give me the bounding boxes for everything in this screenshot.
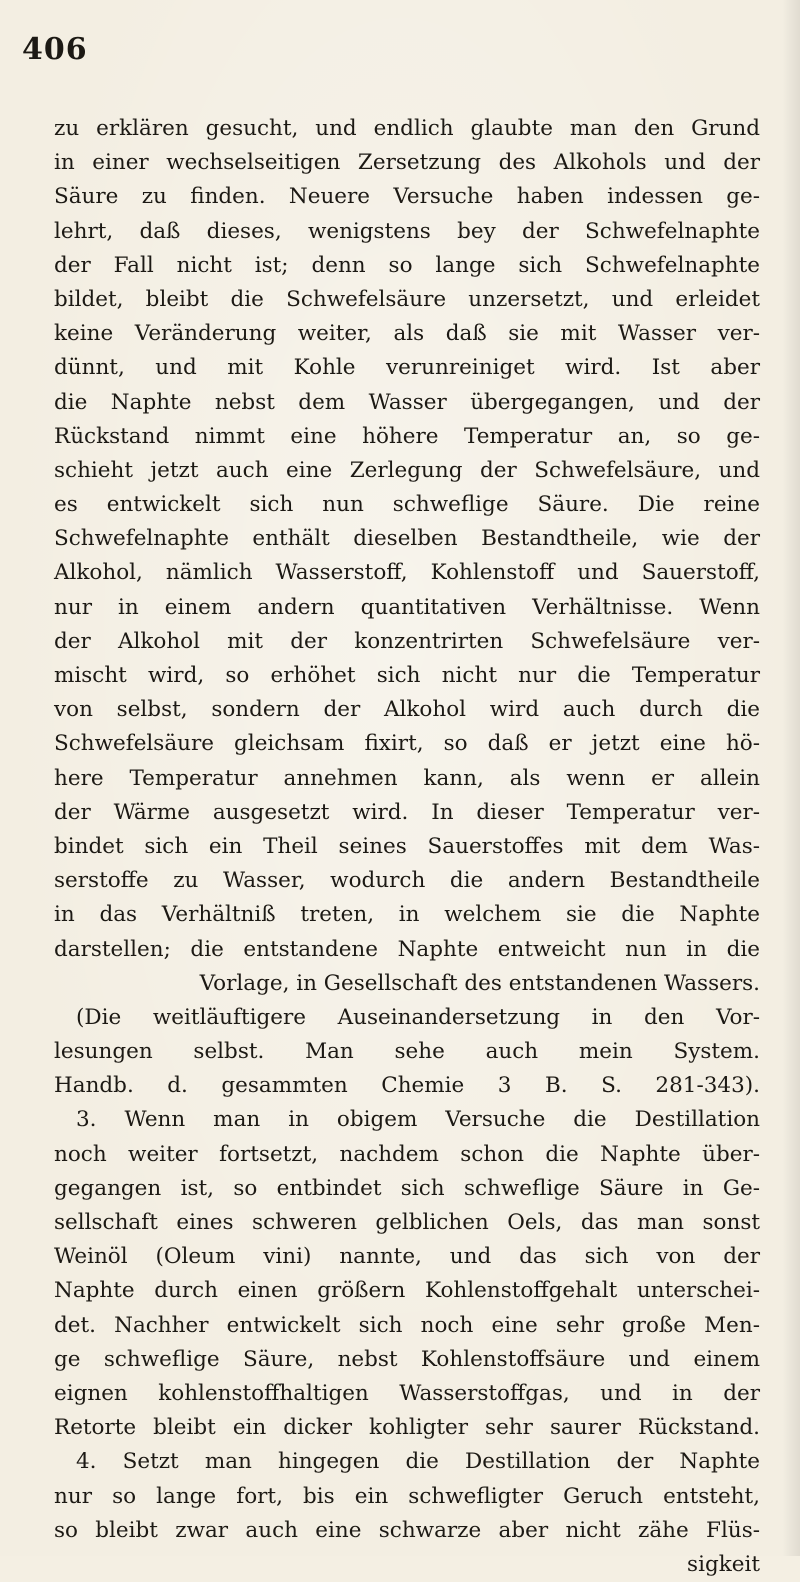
page-number: 406	[22, 32, 88, 67]
text-line: noch weiter fortsetzt, nachdem schon die Naphte über-	[54, 1141, 760, 1167]
text-line: schieht jetzt auch eine Zerlegung der Schwefelsäure, und	[54, 457, 760, 483]
text-line: 4. Setzt man hingegen die Destillation der Naphte	[76, 1449, 760, 1475]
body-text	[54, 112, 760, 1582]
text-line: in einer wechselseitigen Zersetzung des Alkohols und der	[54, 150, 760, 176]
text-line: Schwefelnaphte enthält dieselben Bestandtheile, wie der	[54, 526, 760, 552]
text-line: Rückstand nimmt eine höhere Temperatur an, so ge-	[54, 423, 760, 449]
text-line: mischt wird, so erhöhet sich nicht nur die Temperatur	[54, 663, 760, 688]
text-line: here Temperatur annehmen kann, als wenn er allein	[54, 765, 760, 791]
text-line: (Die weitläuftigere Auseinandersetzung in den Vor-	[76, 1004, 760, 1030]
text-line: Schwefelsäure gleichsam fixirt, so daß er jetzt eine hö-	[54, 731, 760, 757]
text-line: der Fall nicht ist; denn so lange sich Schwefelnaphte	[54, 252, 760, 278]
text-line: so bleibt zwar auch eine schwarze aber nicht zähe Flüs-	[54, 1517, 760, 1543]
text-line: Säure zu finden. Neuere Versuche haben indessen ge-	[54, 184, 760, 210]
text-line: nur so lange fort, bis ein schwefligter Geruch entsteht,	[54, 1483, 760, 1509]
text-line: Alkohol, nämlich Wasserstoff, Kohlenstoff und Sauerstoff,	[54, 560, 760, 586]
text-line: serstoffe zu Wasser, wodurch die andern Bestandtheile	[54, 868, 760, 894]
text-line: sellschaft eines schweren gelblichen Oels, das man sonst	[54, 1210, 760, 1235]
text-line: lesungen selbst. Man sehe auch mein System.	[54, 1039, 760, 1065]
text-line: zu erklären gesucht, und endlich glaubte man den Grund	[54, 116, 760, 141]
text-line: die Naphte nebst dem Wasser übergegangen, und der	[54, 389, 760, 415]
text-line: von selbst, sondern der Alkohol wird auch durch die	[54, 697, 760, 723]
text-line: dünnt, und mit Kohle verunreiniget wird. Ist aber	[54, 355, 760, 381]
text-line: lehrt, daß dieses, wenigstens bey der Schwefelnaphte	[54, 218, 760, 244]
text-line: eignen kohlenstoffhaltigen Wasserstoffgas, und in der	[54, 1380, 760, 1406]
text-line: Weinöl (Oleum vini) nannte, und das sich von der	[54, 1244, 760, 1270]
page-edge-shadow	[782, 0, 800, 1556]
text-line: Retorte bleibt ein dicker kohligter sehr saurer Rückstand.	[54, 1415, 760, 1441]
text-line: ge schweflige Säure, nebst Kohlenstoffsäure und einem	[54, 1346, 760, 1372]
text-line: keine Veränderung weiter, als daß sie mit Wasser ver-	[54, 321, 760, 347]
text-line: 3. Wenn man in obigem Versuche die Destillation	[76, 1107, 760, 1133]
text-line: darstellen; die entstandene Naphte entweicht nun in die	[54, 936, 760, 962]
catchword: sigkeit	[687, 1551, 760, 1577]
text-line: es entwickelt sich nun schweflige Säure. Die reine	[54, 492, 760, 518]
text-line: der Wärme ausgesetzt wird. In dieser Temperatur ver-	[54, 799, 760, 825]
text-line: in das Verhältniß treten, in welchem sie die Naphte	[54, 902, 760, 928]
text-line: det. Nachher entwickelt sich noch eine sehr große Men-	[54, 1312, 760, 1338]
text-line: nur in einem andern quantitativen Verhältnisse. Wenn	[54, 594, 760, 620]
text-line: Vorlage, in Gesellschaft des entstandenen Wassers.	[199, 970, 760, 996]
text-line: bildet, bleibt die Schwefelsäure unzersetzt, und erleidet	[54, 286, 760, 312]
text-line: gegangen ist, so entbindet sich schweflige Säure in Ge-	[54, 1175, 760, 1201]
text-line: der Alkohol mit der konzentrirten Schwefelsäure ver-	[54, 628, 760, 654]
text-line: bindet sich ein Theil seines Sauerstoffes mit dem Was-	[54, 833, 760, 859]
text-line: Naphte durch einen größern Kohlenstoffgehalt unterschei-	[54, 1278, 760, 1304]
text-line: Handb. d. gesammten Chemie 3 B. S. 281-343).	[54, 1073, 760, 1099]
